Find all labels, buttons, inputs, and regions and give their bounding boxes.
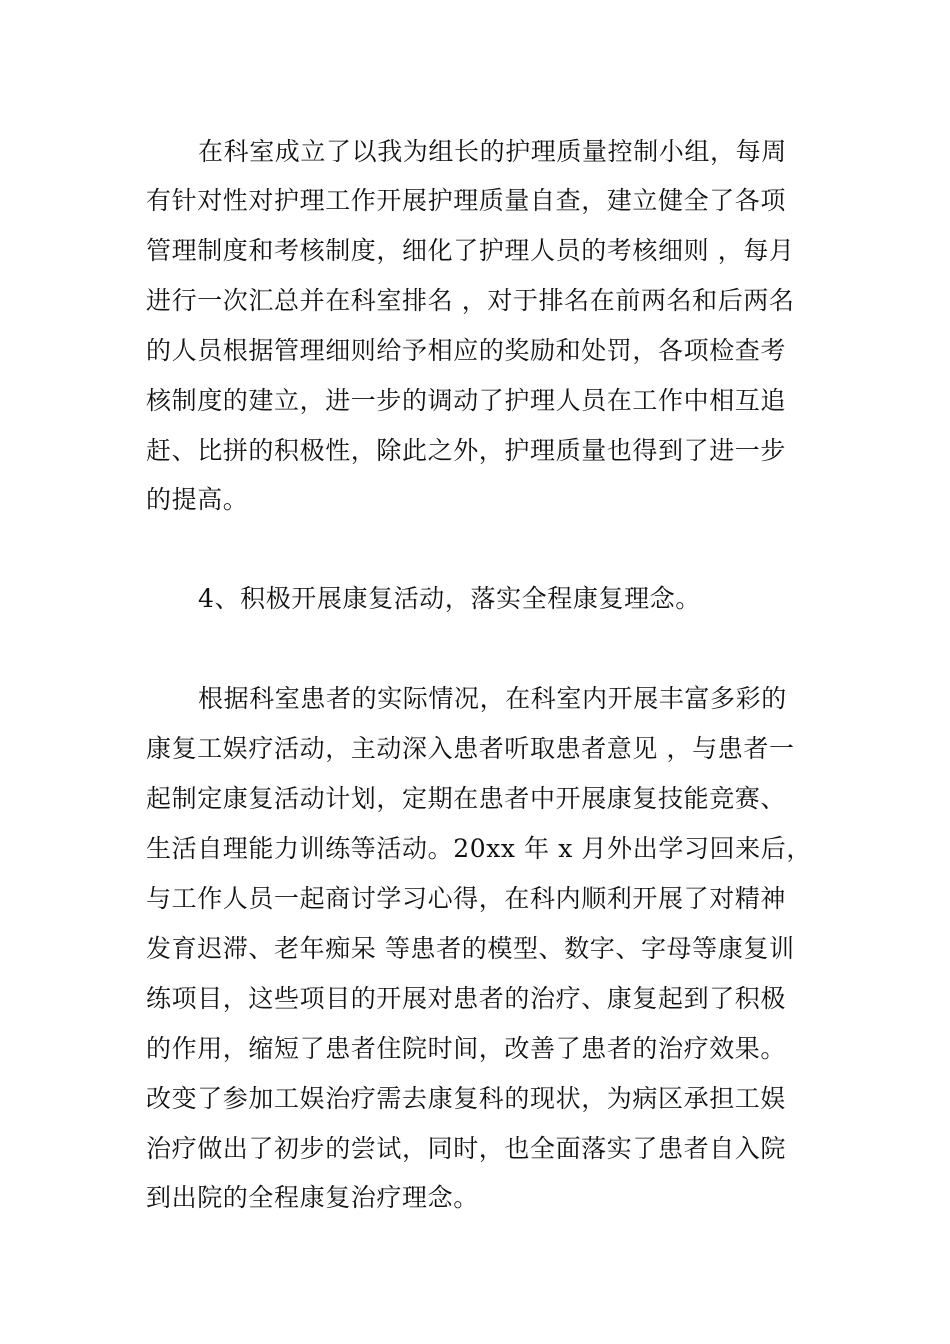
section-heading: 4、积极开展康复活动，落实全程康复理念。: [198, 584, 701, 613]
paragraph-line: 与工作人员一起商讨学习心得，在科内顺利开展了对精神: [146, 884, 787, 913]
paragraph-line: 进行一次汇总并在科室排名 ，对于排名在前两名和后两名: [146, 286, 795, 315]
paragraph-line: 核制度的建立，进一步的调动了护理人员在工作中相互追: [146, 386, 787, 415]
paragraph-line: 赶、比拼的积极性，除此之外，护理质量也得到了进一步: [146, 436, 787, 465]
paragraph-line: 康复工娱疗活动，主动深入患者听取患者意见 ，与患者一: [146, 734, 795, 763]
paragraph-line: 根据科室患者的实际情况，在科室内开展丰富多彩的: [198, 684, 787, 713]
paragraph-line: 发育迟滞、老年痴呆 等患者的模型、数字、字母等康复训: [146, 934, 795, 963]
paragraph-line: 改变了参加工娱治疗需去康复科的现状，为病区承担工娱: [146, 1084, 787, 1113]
paragraph-line: 管理制度和考核制度，细化了护理人员的考核细则 ，每月: [146, 236, 795, 265]
paragraph-line: 到出院的全程康复治疗理念。: [146, 1183, 479, 1212]
paragraph-line: 在科室成立了以我为组长的护理质量控制小组，每周: [198, 137, 787, 166]
paragraph-line: 有针对性对护理工作开展护理质量自查，建立健全了各项: [146, 186, 787, 215]
paragraph-line: 生活自理能力训练等活动。20xx 年 x 月外出学习回来后，: [146, 834, 812, 863]
paragraph-line: 练项目，这些项目的开展对患者的治疗、康复起到了积极: [146, 984, 787, 1013]
paragraph-line: 起制定康复活动计划，定期在患者中开展康复技能竞赛、: [146, 784, 787, 813]
paragraph-line: 的人员根据管理细则给予相应的奖励和处罚，各项检查考: [146, 336, 787, 365]
paragraph-line: 治疗做出了初步的尝试，同时，也全面落实了患者自入院: [146, 1134, 787, 1163]
paragraph-line: 的提高。: [146, 485, 249, 514]
paragraph-line: 的作用，缩短了患者住院时间，改善了患者的治疗效果。: [146, 1034, 787, 1063]
